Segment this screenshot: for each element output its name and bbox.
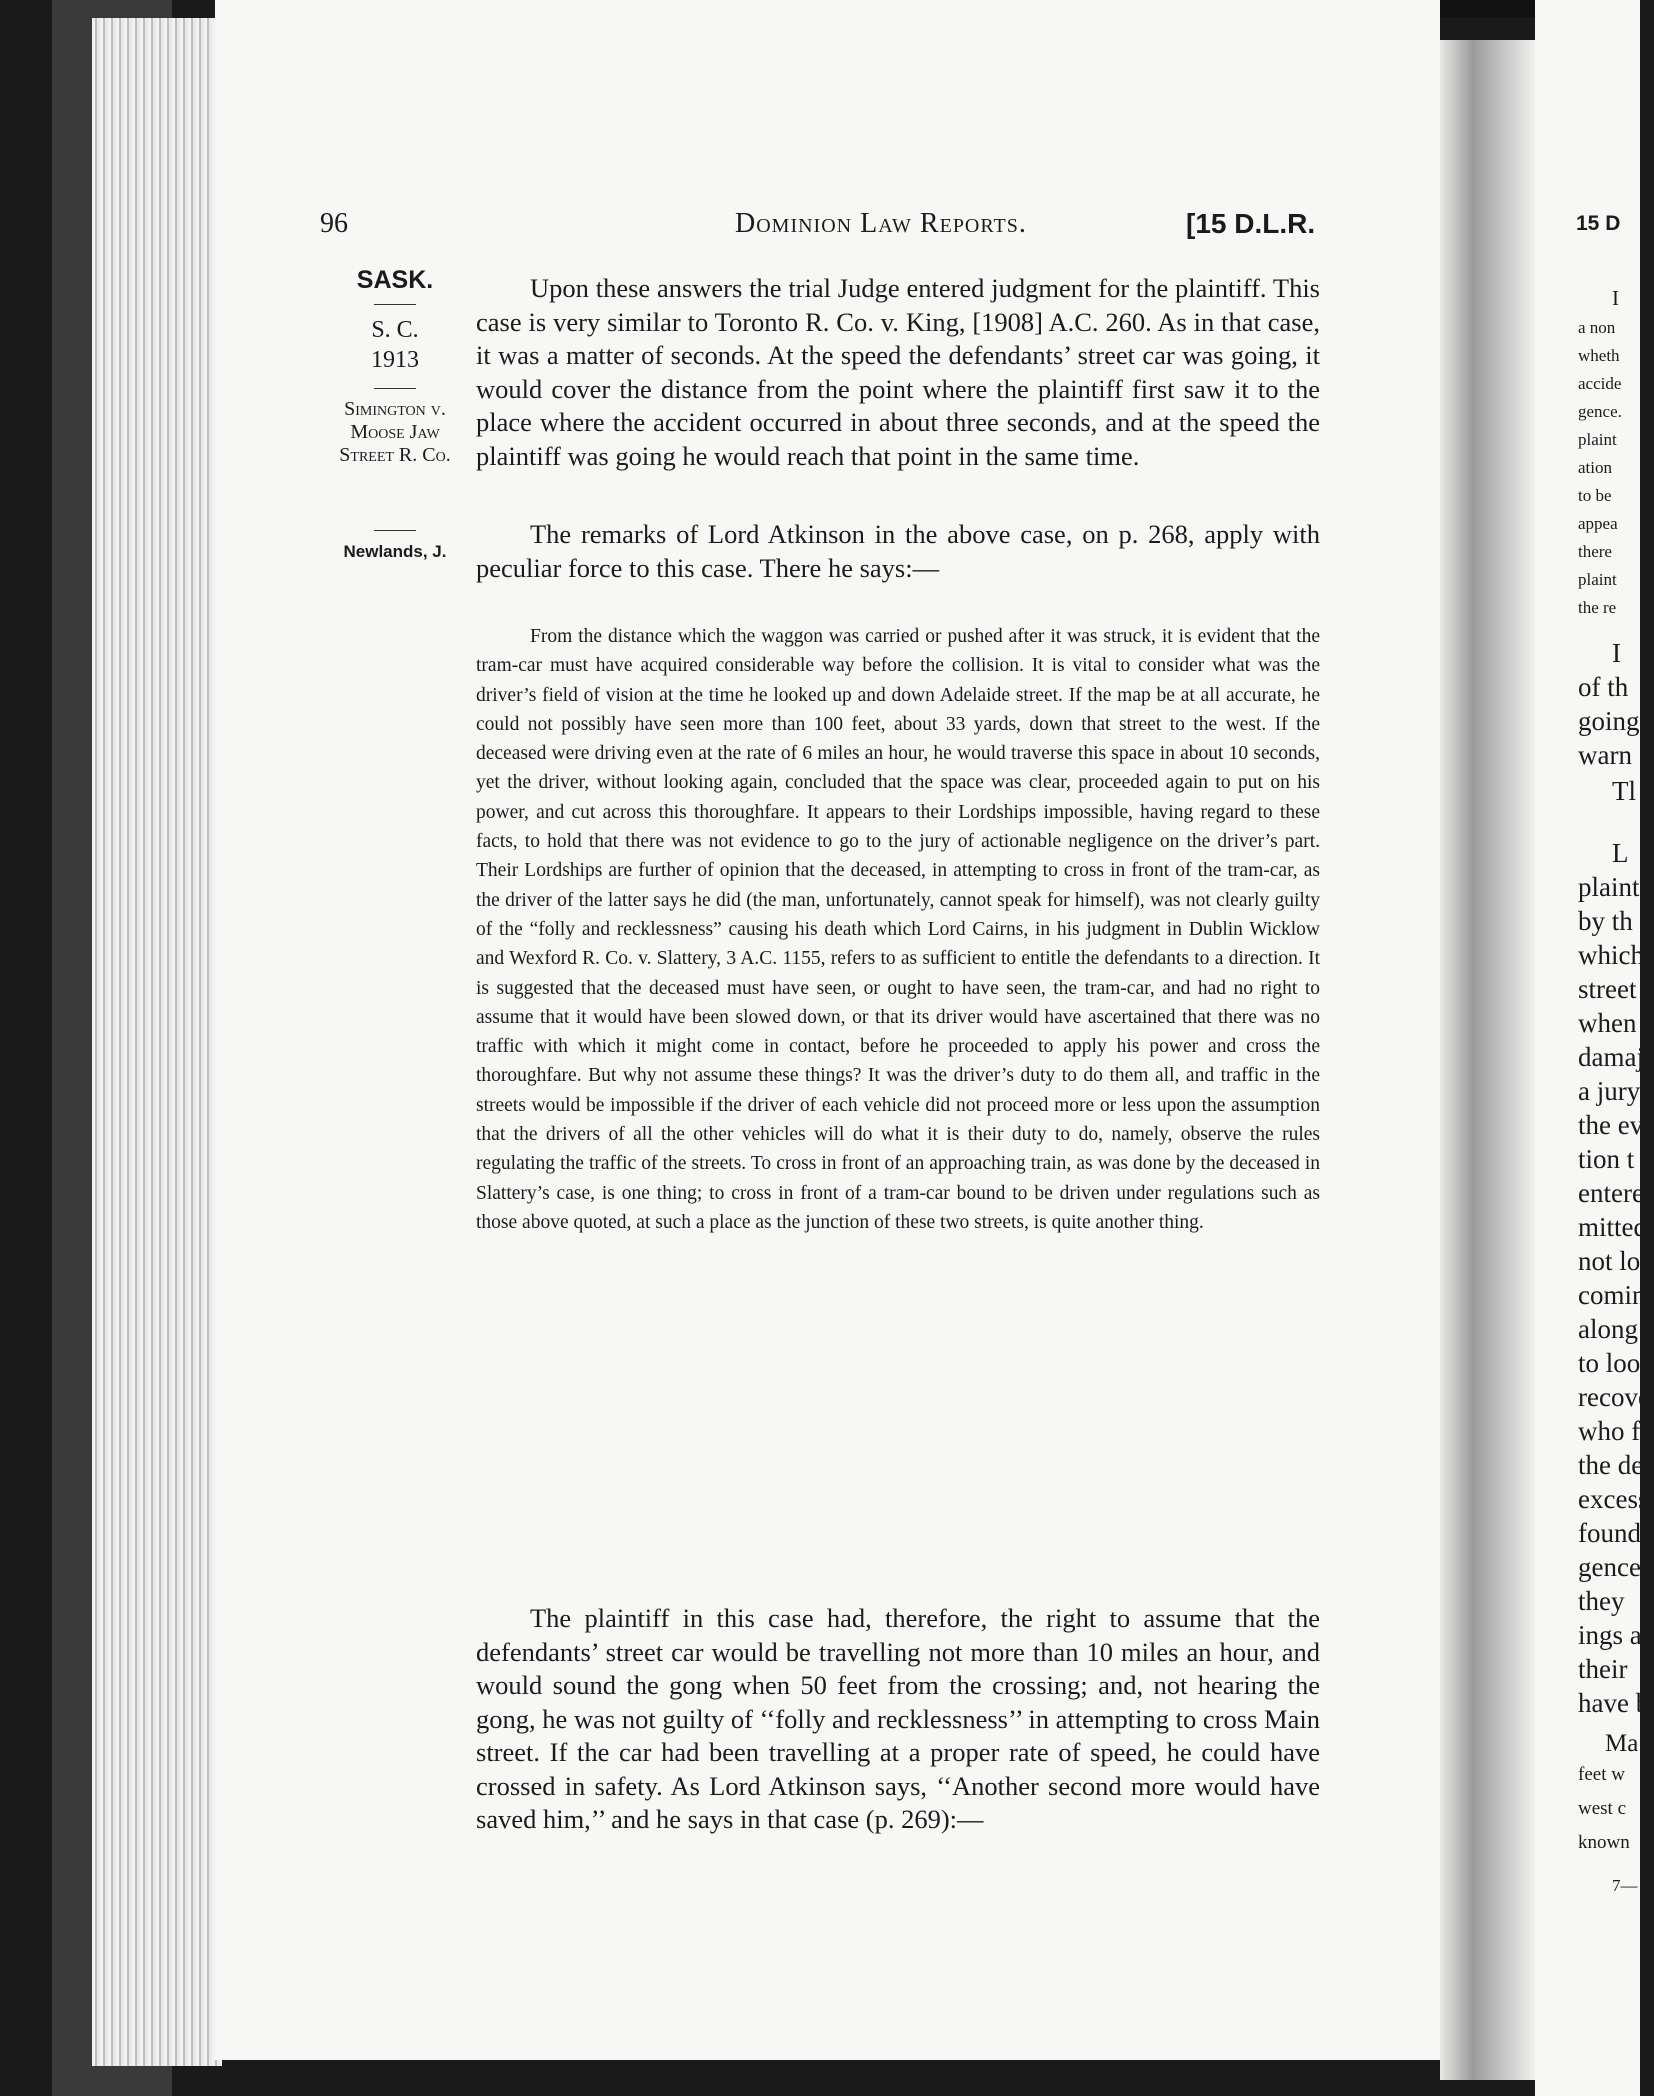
right-page-line: comin: [1578, 1280, 1646, 1310]
right-page-line: damaj: [1578, 1042, 1644, 1072]
right-page-line: the ev: [1578, 1110, 1644, 1140]
running-title: Dominion Law Reports.: [735, 208, 1027, 239]
margin-province: SASK.: [356, 266, 434, 294]
paragraph-1: Upon these answers the trial Judge entered judgment for the plaintiff. This case is very similar to Toronto R. Co. v. King, [1908] A.C. 260. As in that case, it was a matter of seconds. At the speed the defendants’ street car was going, it would cover the distance from the point where the plaintiff first saw it to the place where the accident occurred in about three seconds, and at the speed the plaintiff was going he would reach that point in the same time.: [476, 273, 1320, 471]
paragraph-2: The remarks of Lord Atkinson in the above case, on p. 268, apply with peculiar force to this case. There he says:—: [476, 519, 1320, 583]
right-page-line: which: [1578, 940, 1644, 970]
margin-rule: [374, 304, 416, 305]
margin-rule: [374, 388, 416, 389]
book-gutter: [1440, 40, 1535, 2080]
right-page-line: a jury: [1578, 1076, 1641, 1106]
right-page-line: plaint: [1578, 430, 1617, 449]
right-page-line: west c: [1578, 1798, 1627, 1819]
right-page-line: Ma: [1605, 1730, 1639, 1757]
right-page-line: recove: [1578, 1382, 1650, 1412]
right-page-line: a non: [1578, 318, 1616, 337]
margin-rule: [374, 530, 416, 531]
right-page-line: their: [1578, 1654, 1628, 1684]
right-page-line: found: [1578, 1518, 1641, 1548]
right-page-line: along: [1578, 1314, 1638, 1344]
volume-reference: [15 D.L.R.: [1186, 208, 1316, 239]
right-page-line: feet w: [1578, 1764, 1625, 1785]
right-page-line: plaint: [1578, 872, 1640, 902]
right-page-line: to look: [1578, 1348, 1654, 1378]
margin-court: S. C.: [371, 317, 419, 343]
right-page-line: wheth: [1578, 346, 1620, 365]
right-page-line: 7—: [1612, 1876, 1638, 1895]
margin-year: 1913: [371, 347, 419, 373]
right-page-line: mitted: [1578, 1212, 1647, 1242]
right-page-line: the de: [1578, 1450, 1644, 1480]
right-page-line: excess: [1578, 1484, 1649, 1514]
right-page-line: I: [1612, 286, 1619, 310]
right-page-line: known: [1578, 1832, 1630, 1853]
right-page-line: L: [1612, 838, 1629, 868]
right-page-line: when: [1578, 1008, 1637, 1038]
right-page-line: who f: [1578, 1416, 1641, 1446]
right-page-line: warn: [1578, 740, 1632, 770]
right-page-line: street: [1578, 974, 1637, 1004]
right-page-line: to be: [1578, 486, 1612, 505]
right-page-line: gence.: [1578, 402, 1622, 421]
right-page-line: Tl: [1612, 776, 1636, 806]
right-page-line: accide: [1578, 374, 1622, 393]
right-page-line: have b: [1578, 1688, 1650, 1718]
right-page-line: entere: [1578, 1178, 1644, 1208]
margin-judge: Newlands, J.: [343, 542, 447, 561]
right-page-line: by th: [1578, 906, 1633, 936]
right-page-header: 15 D: [1576, 212, 1621, 235]
paragraph-4: The plaintiff in this case had, therefore, the right to assume that the defendants’ street car would be travelling not more than 10 miles an hour, and would sound the gong when 50 feet from the crossing; and, not hearing the gong, he was not guilty of ‘‘folly and recklessness’’ in attempting to cross Main street. If the car had been travelling at a proper rate of speed, he could have crossed in safety. As Lord Atkinson says, ‘‘Another second more would have saved him,’’ and he says in that case (p. 269):—: [476, 1603, 1320, 1834]
right-page-line: ation: [1578, 458, 1612, 477]
margin-case-title: Simington v. Moose Jaw Street R. Co.: [339, 398, 451, 466]
right-page-line: plaint: [1578, 570, 1617, 589]
right-page-line: gence.: [1578, 1552, 1648, 1582]
right-page-line: not lo: [1578, 1246, 1641, 1276]
page-number: 96: [320, 208, 348, 239]
right-page-line: the re: [1578, 598, 1617, 617]
block-quote: From the distance which the waggon was carried or pushed after it was struck, it is evident that the tram-car must have acquired considerable way before the collision. It is vital to consider what was the driver’s field of vision at the time he looked up and down Adelaide street. If the map be at all accurate, he could not possibly have seen more than 100 feet, about 33 yards, down that street to the west. If the deceased were driving even at the rate of 6 miles an hour, he would traverse this space in about 10 seconds, yet the driver, without looking again, concluded that the space was clear, proceeded again to put on his power, and cut across this thoroughfare. It appears to their Lordships impossible, having regard to these facts, to hold that there was not evidence to go to the jury of actionable negligence on the driver’s part. Their Lordships are further of opinion that the deceased, in attempting to cross in front of the tram-car, as the driver of the latter says he did (the man, unfortunately, cannot speak for himself), was not clearly guilty of the “folly and recklessness” causing his death which Lord Cairns, in his judgment in Dublin Wicklow and Wexford R. Co. v. Slattery, 3 A.C. 1155, refers to as sufficient to entitle the defendants to a direction. It is suggested that the deceased must have seen, or ought to have seen, the tram-car, and had no right to assume that it would have been slowed down, or that its driver would have ascertained that there was no traffic with which it might come in contact, before he proceeded to apply his power and cross the thoroughfare. But why not assume these things? It was the driver’s duty to do them all, and traffic in the streets would be impossible if the driver of each vehicle did not proceed more or less upon the assumption that the drivers of all the other vehicles will do what it is their duty to do, namely, observe the rules regulating the traffic of the streets. To cross in front of an approaching train, as was done by the deceased in Slattery’s case, is one thing; to cross in front of a tram-car bound to be driven under regulations such as those above quoted, at such a place as the junction of these two streets, is quite another thing.: [476, 626, 1320, 1233]
right-page-line: appea: [1578, 514, 1618, 533]
right-page-line: ings a: [1578, 1620, 1642, 1650]
page-stack-edges: [92, 18, 222, 2066]
right-page-line: there: [1578, 542, 1612, 561]
right-page-line: they: [1578, 1586, 1625, 1616]
right-page-line: I: [1612, 638, 1621, 668]
right-page-line: of th: [1578, 672, 1629, 702]
right-page-line: tion t: [1578, 1144, 1635, 1174]
right-page-line: going: [1578, 706, 1640, 736]
